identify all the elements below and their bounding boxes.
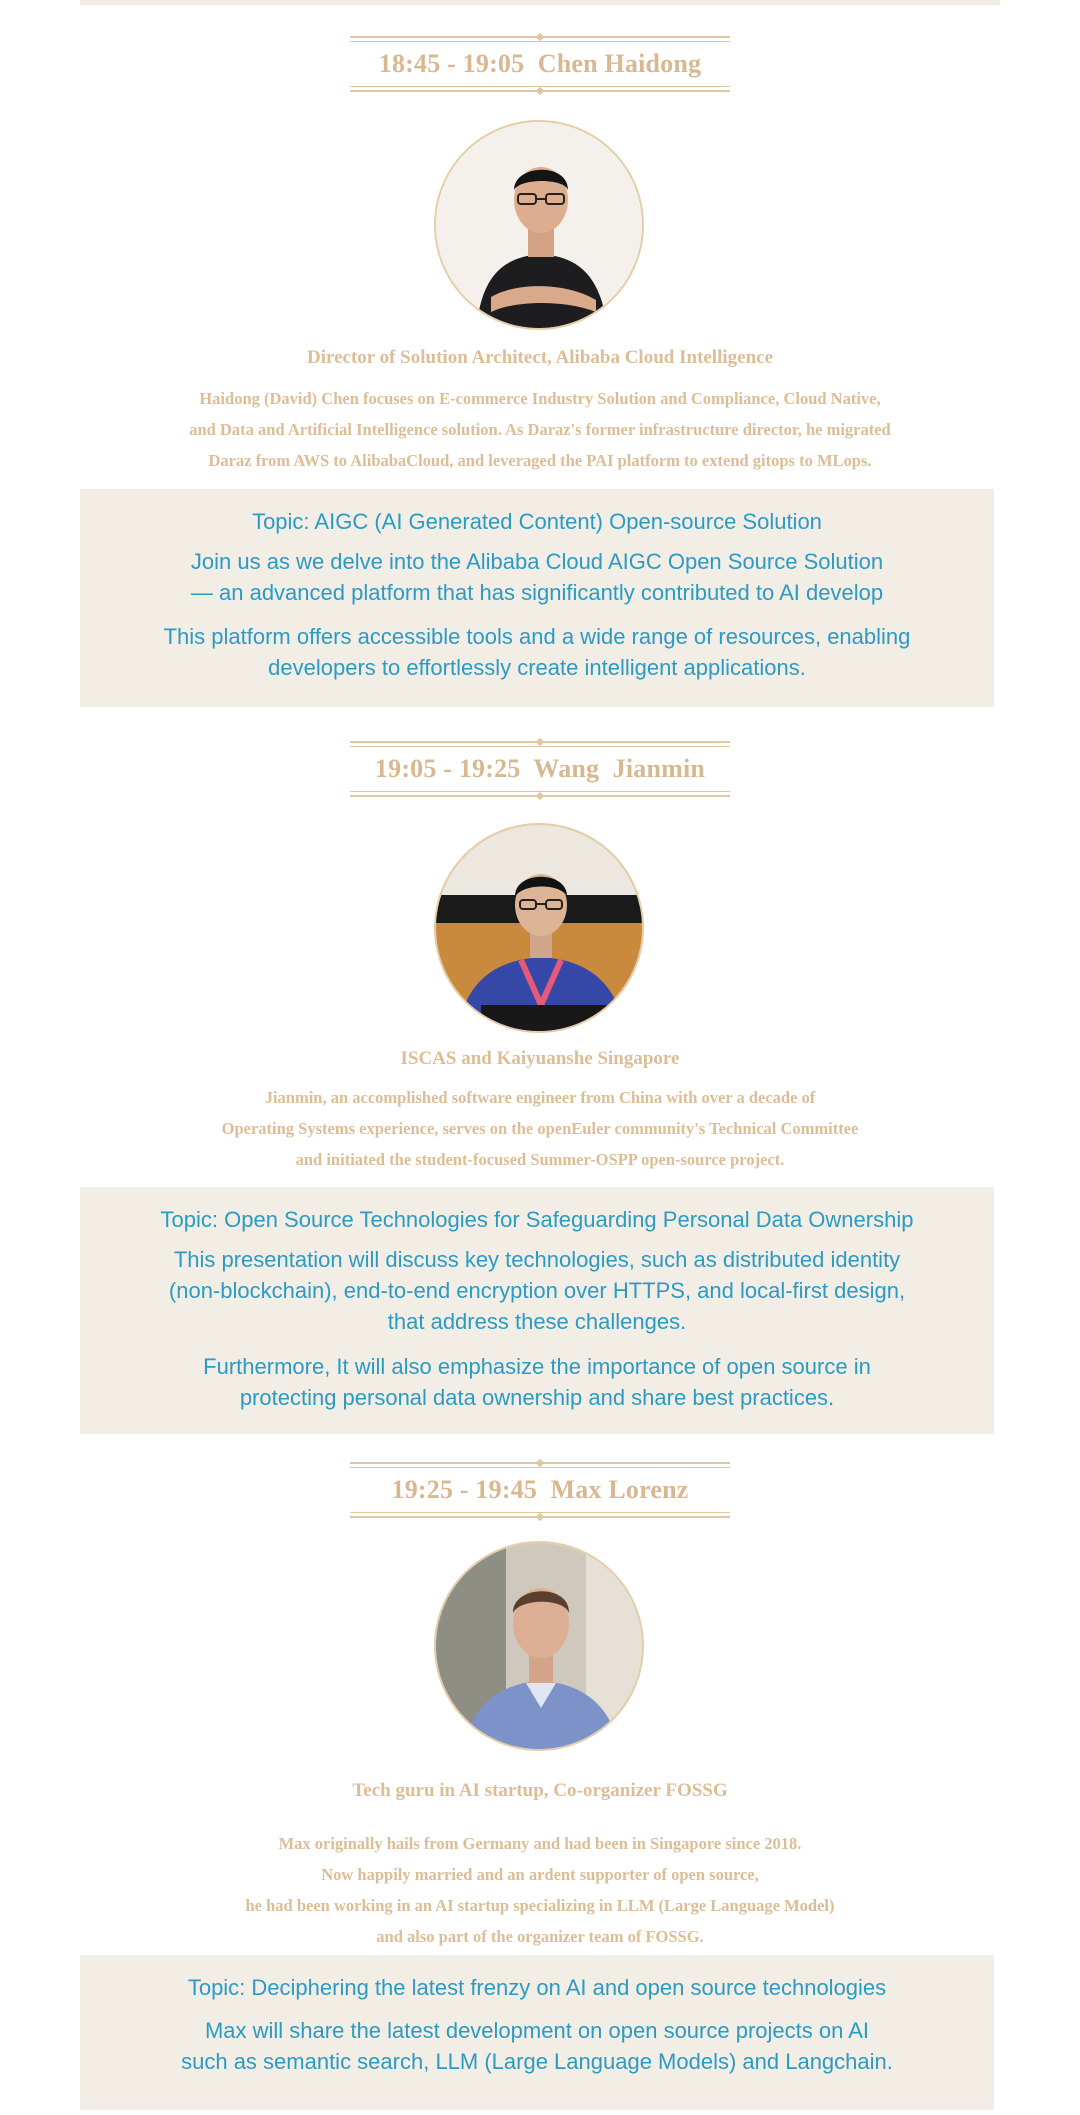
- speaker-2-topic-paragraph: This presentation will discuss key technologies, such as distributed identity (non-blockchain), end-to-end encryption over HTTPS, and local-first design, that address these challenges.: [168, 1247, 906, 1334]
- speaker-1-time-name: 18:45 - 19:05 Chen Haidong: [378, 49, 702, 78]
- speaker-2-topic-box: [80, 1187, 994, 1434]
- speaker-3-topic-paragraph: Max will share the latest development on open source projects on AI such as semantic search, LLM (Large Language Models) and Langchain.: [181, 2018, 893, 2074]
- speaker-1-topic-box: [80, 489, 994, 707]
- speaker-2-photo: [434, 823, 644, 1033]
- speaker-3-topic-box: [80, 1955, 994, 2110]
- speaker-3-topic-title: Topic: Deciphering the latest frenzy on AI and open source technologies: [187, 1975, 887, 2000]
- speaker-1-time-header: [350, 36, 730, 92]
- speaker-2-time-header: [350, 741, 730, 797]
- speaker-1-topic-title: Topic: AIGC (AI Generated Content) Open-source Solution: [252, 509, 822, 534]
- speaker-2-time-name: 19:05 - 19:25 Wang Jianmin: [374, 754, 706, 783]
- speaker-2-bio: Jianmin, an accomplished software engineer from China with over a decade of Operating Systems experience, serves on the openEuler community's Technical Committee and initiated the student-focused Summer-OSPP open-source project.: [221, 1088, 859, 1169]
- speaker-1-topic-paragraph: Join us as we delve into the Alibaba Cloud AIGC Open Source Solution — an advanced platform that has significantly contributed to AI develop: [190, 549, 884, 605]
- speaker-2-topic-paragraph: Furthermore, It will also emphasize the importance of open source in protecting personal data ownership and share best practices.: [203, 1354, 871, 1410]
- speaker-3-photo: [434, 1541, 644, 1751]
- speaker-2-role: ISCAS and Kaiyuanshe Singapore: [400, 1048, 680, 1069]
- speaker-1-photo: [434, 120, 644, 330]
- top-divider-strip: [80, 0, 1000, 5]
- speaker-3-role: Tech guru in AI startup, Co-organizer FOSSG: [352, 1780, 728, 1801]
- speaker-3-time-header: [350, 1462, 730, 1518]
- speaker-3-time-name: 19:25 - 19:45 Max Lorenz: [391, 1475, 689, 1504]
- speaker-1-bio: Haidong (David) Chen focuses on E-commerce Industry Solution and Compliance, Cloud Native, and Data and Artificial Intelligence solution. As Daraz's former infrastructure director, he migrated Daraz from AWS to AlibabaCloud, and leveraged the PAI platform to extend gitops to MLops.: [189, 389, 891, 470]
- speaker-2-topic-title: Topic: Open Source Technologies for Safeguarding Personal Data Ownership: [160, 1207, 914, 1232]
- speaker-3-bio: Max originally hails from Germany and had been in Singapore since 2018. Now happily married and an ardent supporter of open source, he had been working in an AI startup specializing in LLM (Large Language Model) and also part of the organizer team of FOSSG.: [245, 1834, 835, 1946]
- speaker-1-role: Director of Solution Architect, Alibaba Cloud Intelligence: [306, 347, 774, 368]
- speaker-1-topic-paragraph: This platform offers accessible tools and a wide range of resources, enabling developers to effortlessly create intelligent applications.: [163, 624, 911, 680]
